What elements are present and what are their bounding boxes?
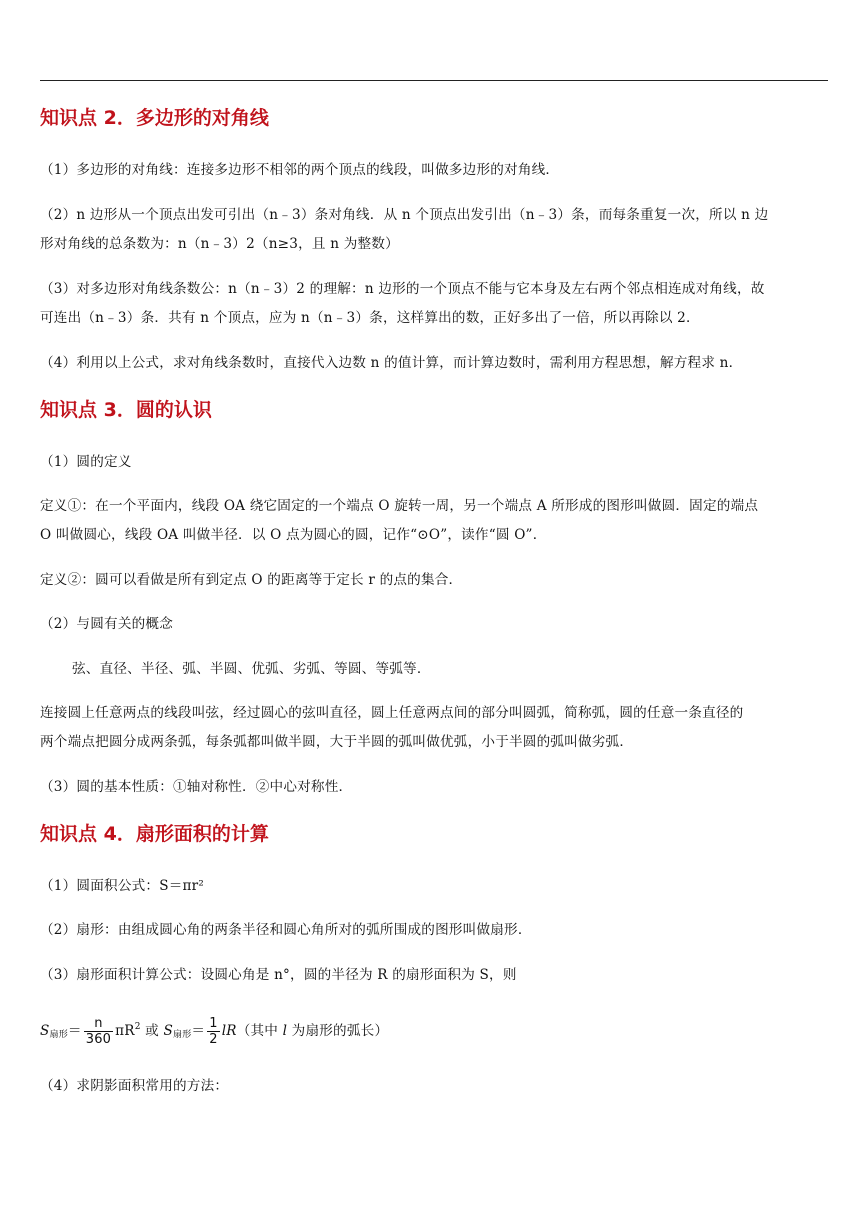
section-heading-polygon-diagonals: 知识点 2．多边形的对角线 — [40, 107, 269, 129]
formula-equals: ＝ — [191, 1023, 206, 1039]
fraction-numerator: n — [84, 1016, 113, 1032]
formula-pi-R: πR — [115, 1023, 135, 1039]
paragraph-line: O 叫做圆心，线段 OA 叫做半径．以 O 点为圆心的圆，记作“⊙O”，读作“圆 O”． — [40, 527, 547, 543]
formula-or: 或 — [140, 1023, 164, 1039]
paragraph-line: （1）圆面积公式：S＝πr² — [40, 878, 204, 894]
formula-lR: lR — [221, 1023, 237, 1039]
paragraph-line: （4）利用以上公式，求对角线条数时，直接代入边数 n 的值计算，而计算边数时，需利用方程思想，解方程求 n． — [40, 355, 743, 371]
section-heading-circle: 知识点 3．圆的认识 — [40, 399, 212, 421]
paragraph-line: （3）对多边形对角线条数公：n（n﹣3）2 的理解：n 边形的一个顶点不能与它本身及左右两个邻点相连成对角线，故 — [40, 281, 765, 297]
paragraph-line: 定义①：在一个平面内，线段 OA 绕它固定的一个端点 O 旋转一周，另一个端点 A 所形成的图形叫做圆．固定的端点 — [40, 498, 759, 514]
formula-exponent: 2 — [134, 1022, 141, 1032]
paragraph-line: （3）圆的基本性质：①轴对称性．②中心对称性． — [40, 779, 353, 795]
paragraph-line: （4）求阴影面积常用的方法： — [40, 1078, 229, 1094]
fraction-denominator: 360 — [85, 1032, 112, 1047]
paragraph-line: （1）圆的定义 — [40, 454, 132, 470]
paragraph-line: （2）扇形：由组成圆心角的两条半径和圆心角所对的弧所围成的图形叫做扇形． — [40, 922, 532, 938]
formula-note-l: l — [282, 1023, 288, 1039]
fraction-denominator: 2 — [209, 1032, 218, 1047]
paragraph-line: 弦、直径、半径、弧、半圆、优弧、劣弧、等圆、等弧等． — [72, 661, 431, 677]
fraction-numerator: 1 — [209, 1016, 218, 1031]
header-rule — [40, 80, 828, 81]
formula-subscript: 扇形 — [49, 1030, 68, 1040]
formula-subscript: 扇形 — [173, 1030, 192, 1040]
sector-area-formula — [40, 1010, 389, 1047]
formula-note-close: 为扇形的弧长） — [287, 1023, 389, 1039]
fraction-n-over-360 — [84, 1016, 113, 1047]
fraction-one-half — [207, 1016, 219, 1047]
formula-note-open: （其中 — [236, 1023, 283, 1039]
paragraph-line: 形对角线的总条数为：n（n﹣3）2（n≥3，且 n 为整数） — [40, 236, 399, 252]
section-heading-sector-area: 知识点 4．扇形面积的计算 — [40, 823, 269, 845]
paragraph-line: 连接圆上任意两点的线段叫弦，经过圆心的弦叫直径，圆上任意两点间的部分叫圆弧，简称弧，圆的任意一条直径的 — [40, 705, 744, 721]
paragraph-line: （3）扇形面积计算公式：设圆心角是 n°，圆的半径为 R 的扇形面积为 S，则 — [40, 967, 517, 983]
formula-symbol-S: S — [163, 1023, 174, 1039]
paragraph-line: （2）与圆有关的概念 — [40, 616, 173, 632]
paragraph-line: 可连出（n﹣3）条．共有 n 个顶点，应为 n（n﹣3）条，这样算出的数，正好多出了一倍，所以再除以 2． — [40, 310, 700, 326]
paragraph-line: （1）多边形的对角线：连接多边形不相邻的两个顶点的线段，叫做多边形的对角线． — [40, 162, 560, 178]
paragraph-line: （2）n 边形从一个顶点出发可引出（n﹣3）条对角线．从 n 个顶点出发引出（n﹣3）条，而每条重复一次，所以 n 边 — [40, 207, 769, 223]
formula-equals: ＝ — [67, 1023, 82, 1039]
paragraph-line: 两个端点把圆分成两条弧，每条弧都叫做半圆，大于半圆的弧叫做优弧，小于半圆的弧叫做劣弧． — [40, 734, 634, 750]
paragraph-line: 定义②：圆可以看做是所有到定点 O 的距离等于定长 r 的点的集合． — [40, 572, 463, 588]
formula-symbol-S: S — [40, 1023, 50, 1039]
